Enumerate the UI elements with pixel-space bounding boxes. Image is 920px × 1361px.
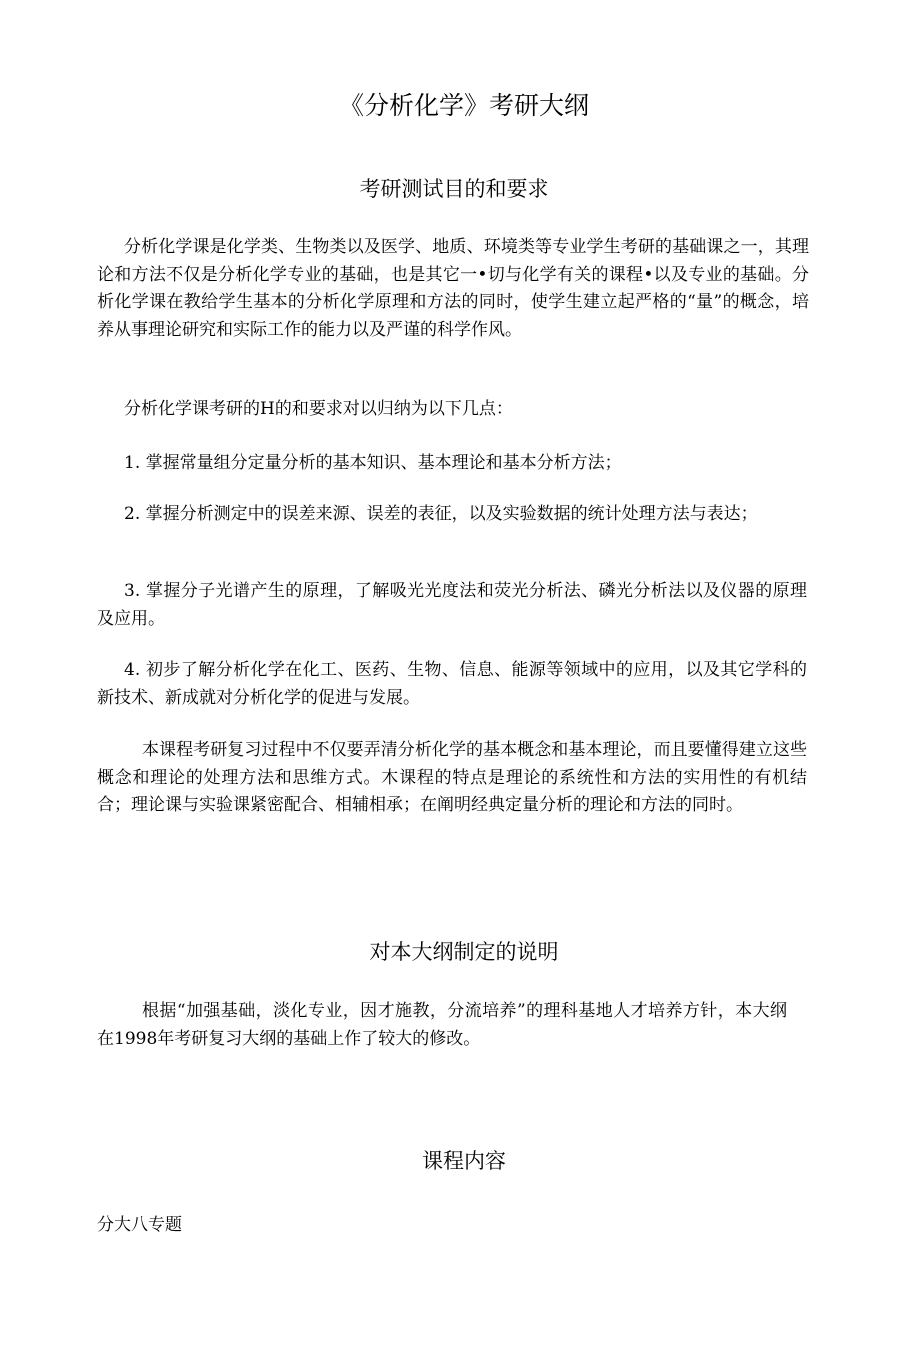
section-heading-content: 课程内容 bbox=[422, 1149, 506, 1173]
intro-paragraph: 分析化学课是化学类、生物类以及医学、地质、环境类等专业学生考研的基础课之一，其理论和方法不仅是分析化学专业的基础，也是其它一•切与化学有关的课程•以及专业的基础。分析化学课在教给学生基本的分析化学原理和方法的同时，使学生建立起严格的“量”的概念，培养从事理论研究和实际工作的能力以及严谨的科学作风。 bbox=[97, 237, 809, 340]
content-paragraph: 分大八专题 bbox=[97, 1215, 182, 1235]
closing-paragraph: 本课程考研复习过程中不仅要弄清分析化学的基本概念和基本理论，而且要懂得建立这些概念和理论的处理方法和思维方式。木课程的特点是理论的系统性和方法的实用性的有机结合；理论课与实验课紧密配合、相辅相承；在阐明经典定量分析的理论和方法的同时。 bbox=[97, 740, 807, 815]
explanation-paragraph: 根据“加强基础，淡化专业，因才施教，分流培养”的理科基地人才培养方针，本大纲在1998年考研复习大纲的基础上作了较大的修改。 bbox=[97, 1001, 787, 1049]
requirement-item-3: 3. 掌握分子光谱产生的原理，了解吸光光度法和荧光分析法、磷光分析法以及仪器的原理及应用。 bbox=[97, 581, 807, 629]
document-title: 《分析化学》考研大纲 bbox=[338, 91, 589, 120]
requirements-lead: 分析化学课考研的H的和要求对以归纳为以下几点： bbox=[124, 399, 513, 419]
requirement-item-4: 4. 初步了解分析化学在化工、医药、生物、信息、能源等领域中的应用，以及其它学科的新技术、新成就对分析化学的促进与发展。 bbox=[97, 660, 807, 708]
requirement-item-1: 1. 掌握常量组分定量分析的基本知识、基本理论和基本分析方法； bbox=[124, 453, 622, 473]
section-heading-objectives: 考研测试目的和要求 bbox=[359, 177, 549, 201]
requirement-item-2: 2. 掌握分析测定中的误差来源、误差的表征，以及实验数据的统计处理方法与表达； bbox=[124, 504, 758, 524]
section-heading-explanation: 对本大纲制定的说明 bbox=[369, 940, 559, 964]
